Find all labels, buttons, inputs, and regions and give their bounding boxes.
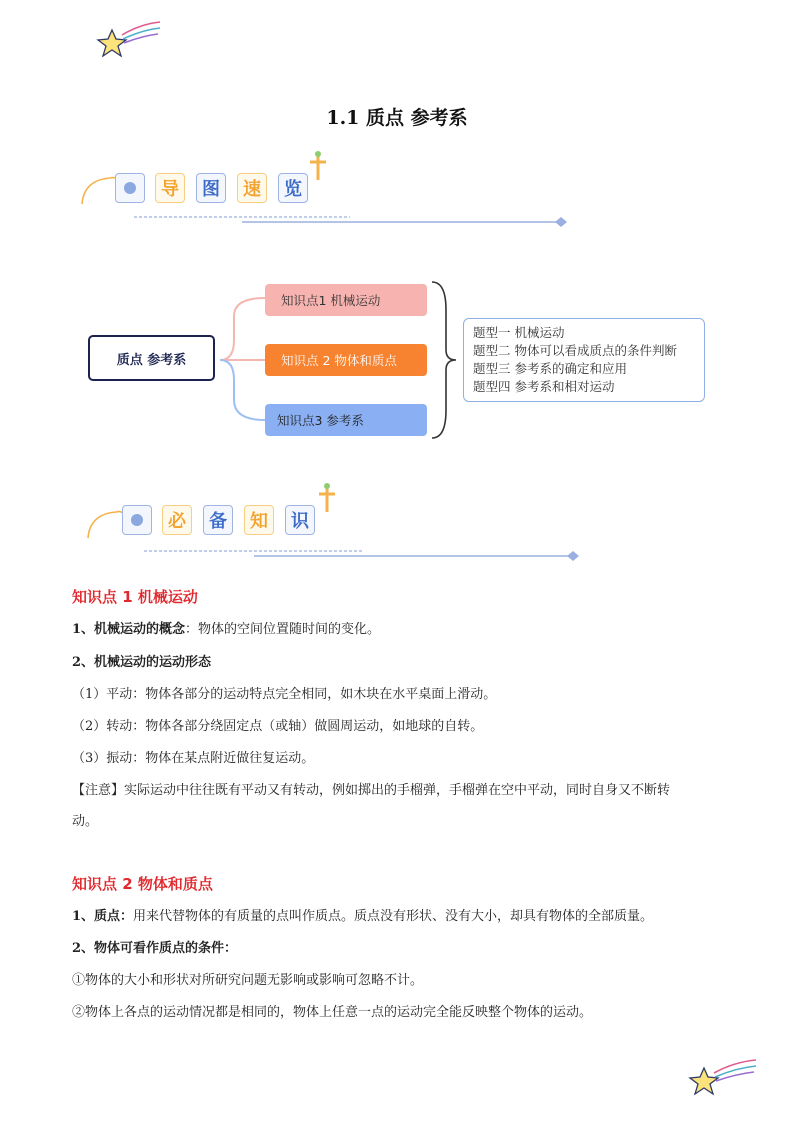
kp2-point-label: 1、质点： xyxy=(72,909,134,924)
kp1-concept-text: ：物体的空间位置随时间的变化。 xyxy=(185,622,381,637)
kp2-cond-1: ①物体的大小和形状对所研究问题无影响或影响可忽略不计。 xyxy=(72,973,424,988)
shooting-star-icon xyxy=(684,1056,760,1100)
kp1-concept-label: 1、机械运动的概念 xyxy=(72,622,186,637)
header-char: 识 xyxy=(285,505,315,535)
kp1-forms-label: 2、机械运动的运动形态 xyxy=(72,655,212,670)
header-char: 览 xyxy=(278,173,308,203)
kp1-note-continued: 动。 xyxy=(72,814,99,829)
kp2-point xyxy=(72,905,653,924)
section-header-decoration xyxy=(84,480,584,564)
mind-map-node-3: 知识点3 参考系 xyxy=(265,404,427,436)
kp1-translation: （1）平动：物体各部分的运动特点完全相同，如木块在水平桌面上滑动。 xyxy=(72,687,497,702)
header-dot-box xyxy=(122,505,152,535)
kp2-title: 知识点 2 物体和质点 xyxy=(72,875,213,893)
mind-map-root: 质点 参考系 xyxy=(88,335,215,381)
mind-map-node-2: 知识点 2 物体和质点 xyxy=(265,344,427,376)
kp1-vibration: （3）振动：物体在某点附近做往复运动。 xyxy=(72,751,315,766)
section-header-decoration xyxy=(78,148,578,230)
header-char: 速 xyxy=(237,173,267,203)
header-char: 必 xyxy=(162,505,192,535)
kp1-rotation: （2）转动：物体各部分绕固定点（或轴）做圆周运动，如地球的自转。 xyxy=(72,719,484,734)
question-types-box xyxy=(463,318,705,402)
header-char: 知 xyxy=(244,505,274,535)
question-type: 题型二 物体可以看成质点的条件判断 xyxy=(473,343,677,358)
mind-map-node-1: 知识点1 机械运动 xyxy=(265,284,427,316)
kp1-note-label: 【注意】 xyxy=(72,783,125,798)
shooting-star-icon xyxy=(92,18,164,60)
kp2-cond-label: 2、物体可看作质点的条件： xyxy=(72,941,238,956)
page-title: 1.1 质点 参考系 xyxy=(326,107,468,129)
question-type: 题型四 参考系和相对运动 xyxy=(473,379,615,394)
question-type: 题型三 参考系的确定和应用 xyxy=(473,361,627,376)
kp2-point-text: 用来代替物体的有质量的点叫作质点。质点没有形状、没有大小，却具有物体的全部质量。 xyxy=(133,909,654,924)
kp1-title: 知识点 1 机械运动 xyxy=(72,588,198,606)
question-type: 题型一 机械运动 xyxy=(473,325,565,340)
kp1-note-text: 实际运动中往往既有平动又有转动，例如掷出的手榴弹，手榴弹在空中平动，同时自身又不断转 xyxy=(124,783,671,798)
header-char: 备 xyxy=(203,505,233,535)
header-char: 导 xyxy=(155,173,185,203)
kp2-cond-2: ②物体上各点的运动情况都是相同的，物体上任意一点的运动完全能反映整个物体的运动。 xyxy=(72,1005,593,1020)
header-dot-box xyxy=(115,173,145,203)
header-char: 图 xyxy=(196,173,226,203)
kp1-note xyxy=(72,779,670,798)
kp1-concept xyxy=(72,618,380,637)
